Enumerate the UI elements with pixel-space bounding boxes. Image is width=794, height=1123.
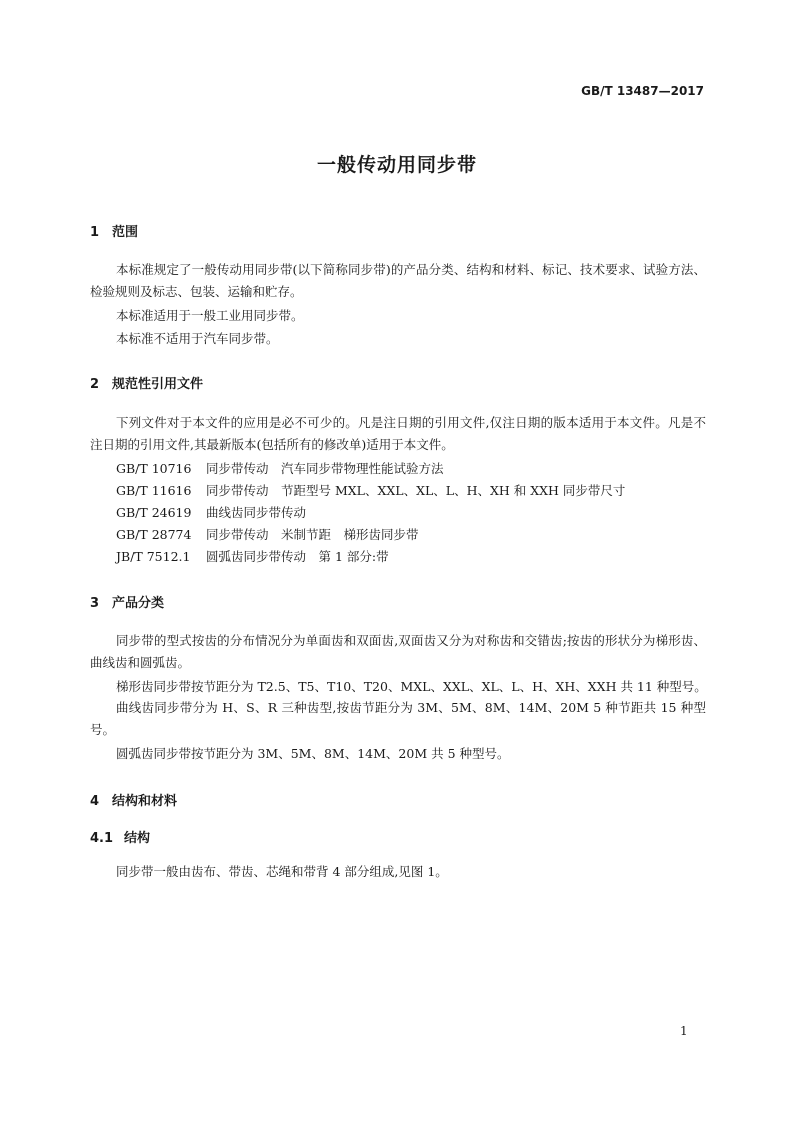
paragraph: 下列文件对于本文件的应用是必不可少的。凡是注日期的引用文件,仅注日期的版本适用于本文件。凡是不注日期的引用文件,其最新版本(包括所有的修改单)适用于本文件。 — [90, 415, 706, 452]
section-number: 2 — [90, 377, 100, 392]
reference-title: 曲线齿同步带传动 — [206, 505, 307, 520]
reference-code: GB/T 10716 — [116, 461, 192, 476]
section-number: 1 — [90, 225, 100, 240]
section-1-heading — [90, 221, 138, 240]
section-title: 规范性引用文件 — [112, 377, 204, 392]
paragraph: 本标准不适用于汽车同步带。 — [116, 331, 279, 346]
section-number: 4 — [90, 794, 100, 809]
page-number: 1 — [680, 1024, 688, 1038]
reference-title: 同步带传动 节距型号 MXL、XXL、XL、L、H、XH 和 XXH 同步带尺寸 — [206, 483, 626, 498]
paragraph: 曲线齿同步带分为 H、S、R 三种齿型,按齿节距分为 3M、5M、8M、14M、20M 5 种节距共 15 种型号。 — [90, 700, 706, 737]
section-number: 3 — [90, 596, 100, 611]
reference-title: 圆弧齿同步带传动 第 1 部分:带 — [206, 549, 389, 564]
reference-code: GB/T 11616 — [116, 483, 192, 498]
section-4-heading — [90, 790, 177, 809]
section-title: 结构和材料 — [112, 794, 178, 809]
section-title: 范围 — [112, 225, 139, 240]
reference-item — [116, 547, 389, 565]
reference-code: GB/T 24619 — [116, 505, 192, 520]
section-2-heading — [90, 373, 203, 392]
document-title: 一般传动用同步带 — [316, 154, 477, 176]
section-3-heading — [90, 592, 164, 611]
subsection-number: 4.1 — [90, 831, 114, 846]
paragraph: 本标准适用于一般工业用同步带。 — [116, 308, 304, 323]
reference-item — [116, 459, 444, 477]
standard-code: GB/T 13487—2017 — [581, 84, 704, 98]
paragraph: 梯形齿同步带按节距分为 T2.5、T5、T10、T20、MXL、XXL、XL、L、H、XH、XXH 共 11 种型号。 — [116, 679, 707, 694]
subsection-4-1-heading — [90, 827, 150, 846]
reference-code: GB/T 28774 — [116, 527, 192, 542]
paragraph: 同步带的型式按齿的分布情况分为单面齿和双面齿,双面齿又分为对称齿和交错齿;按齿的形状分为梯形齿、曲线齿和圆弧齿。 — [90, 633, 706, 670]
reference-title: 同步带传动 汽车同步带物理性能试验方法 — [206, 461, 444, 476]
paragraph: 圆弧齿同步带按节距分为 3M、5M、8M、14M、20M 共 5 种型号。 — [116, 746, 510, 761]
section-title: 产品分类 — [112, 596, 165, 611]
reference-item — [116, 503, 306, 521]
subsection-title: 结构 — [124, 831, 151, 846]
reference-item — [116, 525, 419, 543]
reference-code: JB/T 7512.1 — [116, 549, 191, 564]
reference-item — [116, 481, 625, 499]
paragraph: 同步带一般由齿布、带齿、芯绳和带背 4 部分组成,见图 1。 — [116, 864, 448, 879]
paragraph: 本标准规定了一般传动用同步带(以下简称同步带)的产品分类、结构和材料、标记、技术要求、试验方法、检验规则及标志、包装、运输和贮存。 — [90, 262, 706, 299]
reference-title: 同步带传动 米制节距 梯形齿同步带 — [206, 527, 419, 542]
